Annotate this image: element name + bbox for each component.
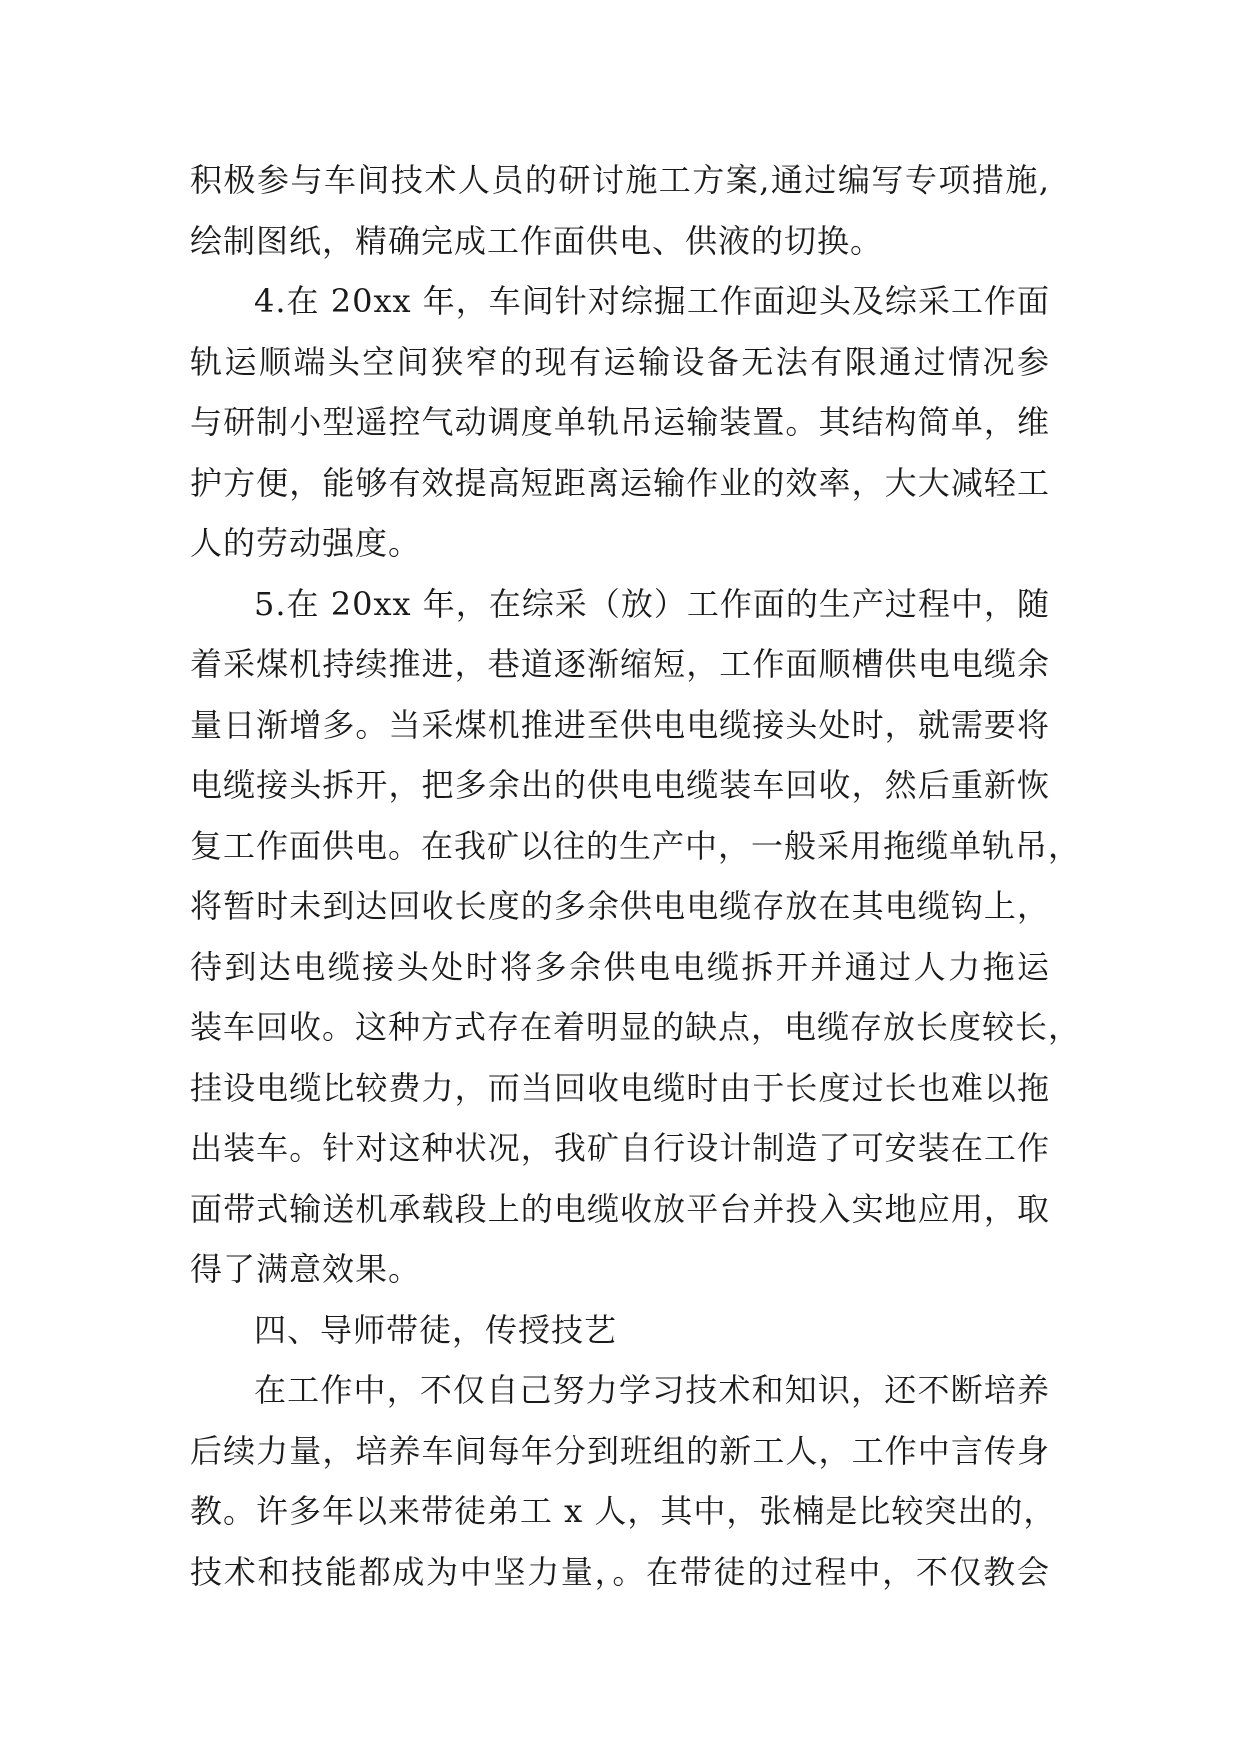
text-line: 量日渐增多。当采煤机推进至供电电缆接头处时，就需要将 bbox=[190, 705, 1050, 744]
text-line: 轨运顺端头空间狭窄的现有运输设备无法有限通过情况参 bbox=[190, 342, 1050, 381]
text-line: 复工作面供电。在我矿以往的生产中，一般采用拖缆单轨吊， bbox=[190, 826, 1082, 865]
text-line: 装车回收。这种方式存在着明显的缺点，电缆存放长度较长， bbox=[190, 1008, 1082, 1046]
text-line: 技术和技能都成为中坚力量，。在带徒的过程中，不仅教会 bbox=[190, 1552, 1050, 1591]
text-line: 电缆接头拆开，把多余出的供电电缆装车回收，然后重新恢 bbox=[190, 766, 1050, 804]
text-line: 挂设电缆比较费力，而当回收电缆时由于长度过长也难以拖 bbox=[190, 1068, 1050, 1107]
text-line: 积极参与车间技术人员的研讨施工方案,通过编写专项措施, bbox=[190, 161, 1050, 199]
text-line: 出装车。针对这种状况，我矿自行设计制造了可安装在工作 bbox=[190, 1129, 1050, 1167]
text-line: 后续力量，培养车间每年分到班组的新工人，工作中言传身 bbox=[190, 1431, 1050, 1470]
text-line: 着采煤机持续推进，巷道逐渐缩短，工作面顺槽供电电缆余 bbox=[190, 645, 1050, 683]
text-line: 人的劳动强度。 bbox=[190, 524, 422, 562]
text-line: 5.在 20xx 年，在综采（放）工作面的生产过程中，随 bbox=[254, 584, 1050, 623]
text-line: 教。许多年以来带徒弟工 x 人，其中，张楠是比较突出的， bbox=[190, 1492, 1057, 1530]
text-line: 在工作中，不仅自己努力学习技术和知识，还不断培养 bbox=[254, 1371, 1050, 1409]
document-body bbox=[190, 150, 1082, 1602]
text-line: 将暂时未到达回收长度的多余供电电缆存放在其电缆钩上， bbox=[190, 887, 1050, 925]
text-line: 护方便，能够有效提高短距离运输作业的效率，大大减轻工 bbox=[190, 463, 1050, 502]
text-line: 与研制小型遥控气动调度单轨吊运输装置。其结构简单，维 bbox=[190, 403, 1050, 441]
section-heading: 四、导师带徒，传授技艺 bbox=[254, 1310, 618, 1349]
text-line: 面带式输送机承载段上的电缆收放平台并投入实地应用，取 bbox=[190, 1189, 1050, 1228]
text-line: 绘制图纸，精确完成工作面供电、供液的切换。 bbox=[190, 221, 884, 260]
text-line: 待到达电缆接头处时将多余供电电缆拆开并通过人力拖运 bbox=[190, 947, 1050, 986]
text-line: 4.在 20xx 年，车间针对综掘工作面迎头及综采工作面 bbox=[254, 282, 1050, 320]
text-line: 得了满意效果。 bbox=[190, 1250, 422, 1288]
